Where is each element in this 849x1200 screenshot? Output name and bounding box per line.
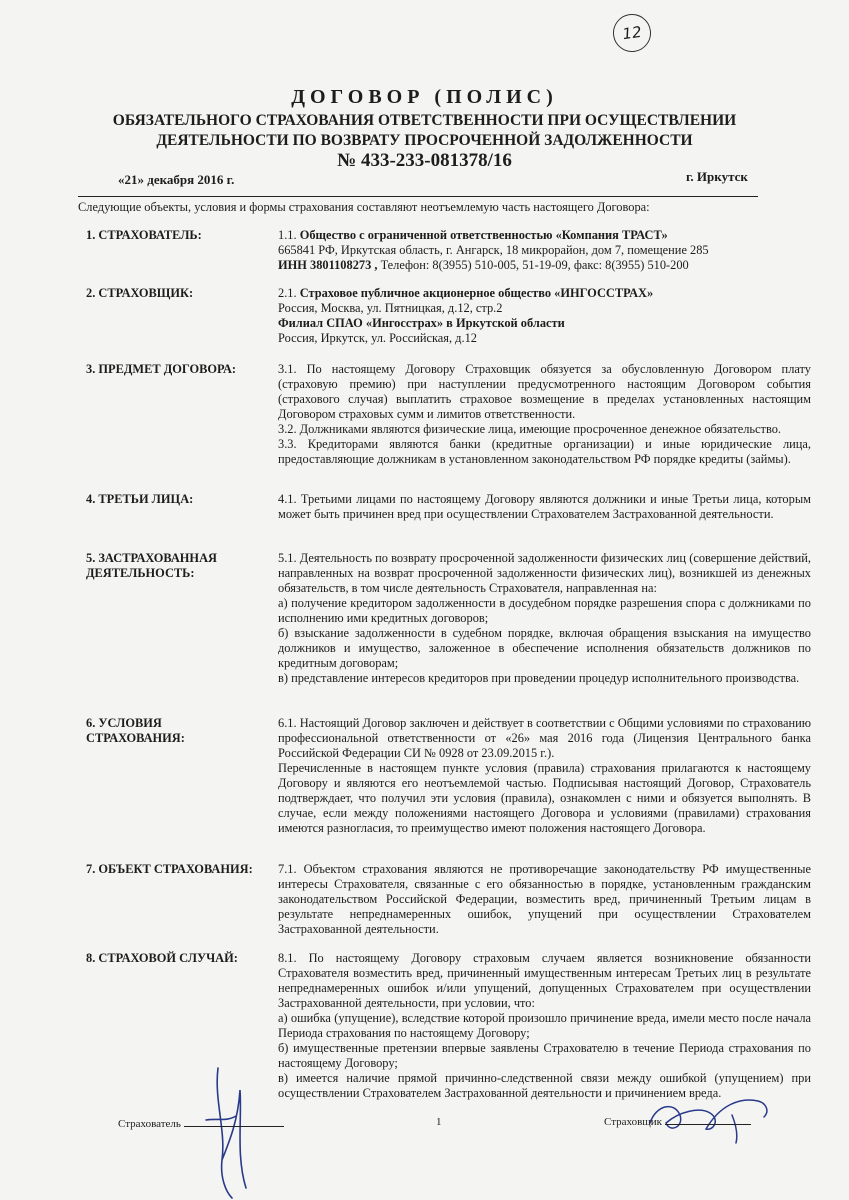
footer-insured-signature-line: Страхователь xyxy=(118,1118,284,1130)
document-title: ДОГОВОР (ПОЛИС) xyxy=(291,86,558,108)
section-label: 6. УСЛОВИЯ СТРАХОВАНИЯ: xyxy=(86,716,185,745)
section-label: 4. ТРЕТЬИ ЛИЦА: xyxy=(86,492,194,506)
insured-signature xyxy=(196,1060,266,1200)
section-body: 8.1. По настоящему Договору страховым случаем является возникновение обязанности Страхователя возместить вред, причиненный имущественным интересам Третьих лиц в результате непреднамеренных ошибок и/или упущений, допущенных Страхователем при осуществлении Застрахованной деятельности, при условии, что: а) ошибка (упущение), вследствие которой произошло причинение вреда, имели место после начала Периода страхования по настоящему Договору; б) имущественные претензии впервые заявлены Страхователю в течение Периода страхования по настоящему Договору; в) имеется наличие прямой причинно-следственной связи между ошибкой (упущением) при осуществлении Страхователем Застрахованной деятельности и причинением вреда. xyxy=(278,951,811,1100)
footer-insurer-signature-line: Страховщик xyxy=(604,1116,751,1128)
section-body: 7.1. Объектом страхования являются не противоречащие законодательству РФ имущественные интересы Страхователя, связанные с его обязанностью в порядке, установленным гражданским законодательством Российской Федерации, возместить вред, причиненный Третьим лицам в результате непреднамеренных ошибок, упущений при осуществлении Страхователем Застрахованной деятельности. xyxy=(278,862,811,936)
contract-date: «21» декабря 2016 г. xyxy=(118,172,235,187)
contract-city: г. Иркутск xyxy=(686,169,748,184)
section-body: 2.1. Страховое публичное акционерное общество «ИНГОССТРАХ» Россия, Москва, ул. Пятницкая, д.12, стр.2 Филиал СПАО «Ингосстрах» в Иркутской области Россия, Иркутск, ул. Российская, д.12 xyxy=(278,286,654,345)
policy-number: № 433-233-081378/16 xyxy=(337,150,512,171)
section-label: 5. ЗАСТРАХОВАННАЯ ДЕЯТЕЛЬНОСТЬ: xyxy=(86,551,217,580)
footer-page-number: 1 xyxy=(436,1116,442,1128)
insurer-signature xyxy=(640,1085,780,1145)
section-label: 3. ПРЕДМЕТ ДОГОВОРА: xyxy=(86,362,237,376)
section-label: 2. СТРАХОВЩИК: xyxy=(86,286,194,300)
section-body: 3.1. По настоящему Договору Страховщик обязуется за обусловленную Договором плату (страховую премию) при наступлении предусмотренного настоящим Договором события (страхового случая) выплатить страховое возмещение в пределах установленных настоящим Договором страховых сумм и лимитов ответственности. 3.2. Должниками являются физические лица, имеющие просроченное денежное обязательство. 3.3. Кредиторами являются банки (кредитные организации) и иные юридические лица, предоставляющие должникам в установленном законодательством РФ порядке кредиты (займы). xyxy=(278,362,811,466)
document-subtitle-line1: ОБЯЗАТЕЛЬНОГО СТРАХОВАНИЯ ОТВЕТСТВЕННОСТИ ПРИ ОСУЩЕСТВЛЕНИИ xyxy=(112,112,737,129)
intro-text: Следующие объекты, условия и формы страхования составляют неотъемлемую часть настоящего Договора: xyxy=(78,200,650,214)
section-label: 7. ОБЪЕКТ СТРАХОВАНИЯ: xyxy=(86,862,253,876)
section-body: 4.1. Третьими лицами по настоящему Договору являются должники и иные Третьи лица, которым может быть причинен вред при осуществлении Страхователем Застрахованной деятельности. xyxy=(278,492,811,521)
section-label: 8. СТРАХОВОЙ СЛУЧАЙ: xyxy=(86,951,238,965)
section-body: 6.1. Настоящий Договор заключен и действует в соответствии с Общими условиями по страхованию профессиональной ответственности от «26» мая 2016 года (Лицензия Центрального банка Российской Федерации СИ № 0928 от 23.09.2015 г.). Перечисленные в настоящем пункте условия (правила) страхования прилагаются к настоящему Договору и являются его неотъемлемой частью. Подписывая настоящий Договор, Страхователь подтверждает, что получил эти условия (правила), ознакомлен с ними и обязуется выполнять. В случае, если между положениями настоящего Договора и условиями (правилами) страхования имеются разногласия, то преимущество имеют положения настоящего Договора. xyxy=(278,716,811,835)
section-body: 5.1. Деятельность по возврату просроченной задолженности физических лиц (совершение действий, направленных на возврат просроченной задолженности физических лиц), возникшей из денежных обязательств, в том числе деятельность Страхователя, направленная на: а) получение кредитором задолженности в досудебном порядке разрешения спора с должниками по исполнению ими кредитных договоров; б) взыскание задолженности в судебном порядке, включая обращения взыскания на имущество должников и имущество, заложенное в обеспечение исполнения обязательств должников по кредитным договорам; в) представление интересов кредиторов при проведении процедур исполнительного производства. xyxy=(278,551,811,685)
section-label: 1. СТРАХОВАТЕЛЬ: xyxy=(86,228,202,242)
header-divider xyxy=(78,196,758,197)
section-body: 1.1. Общество с ограниченной ответственностью «Компания ТРАСТ» 665841 РФ, Иркутская область, г. Ангарск, 18 микрорайон, дом 7, помещение 285 ИНН 3801108273 , Телефон: 8(3955) 510-005, 51-19-09, факс: 8(3955) 510-200 xyxy=(278,228,709,272)
document-subtitle-line2: ДЕЯТЕЛЬНОСТИ ПО ВОЗВРАТУ ПРОСРОЧЕННОЙ ЗАДОЛЖЕННОСТИ xyxy=(156,132,693,149)
handwritten-page-number: 12 xyxy=(611,12,654,55)
